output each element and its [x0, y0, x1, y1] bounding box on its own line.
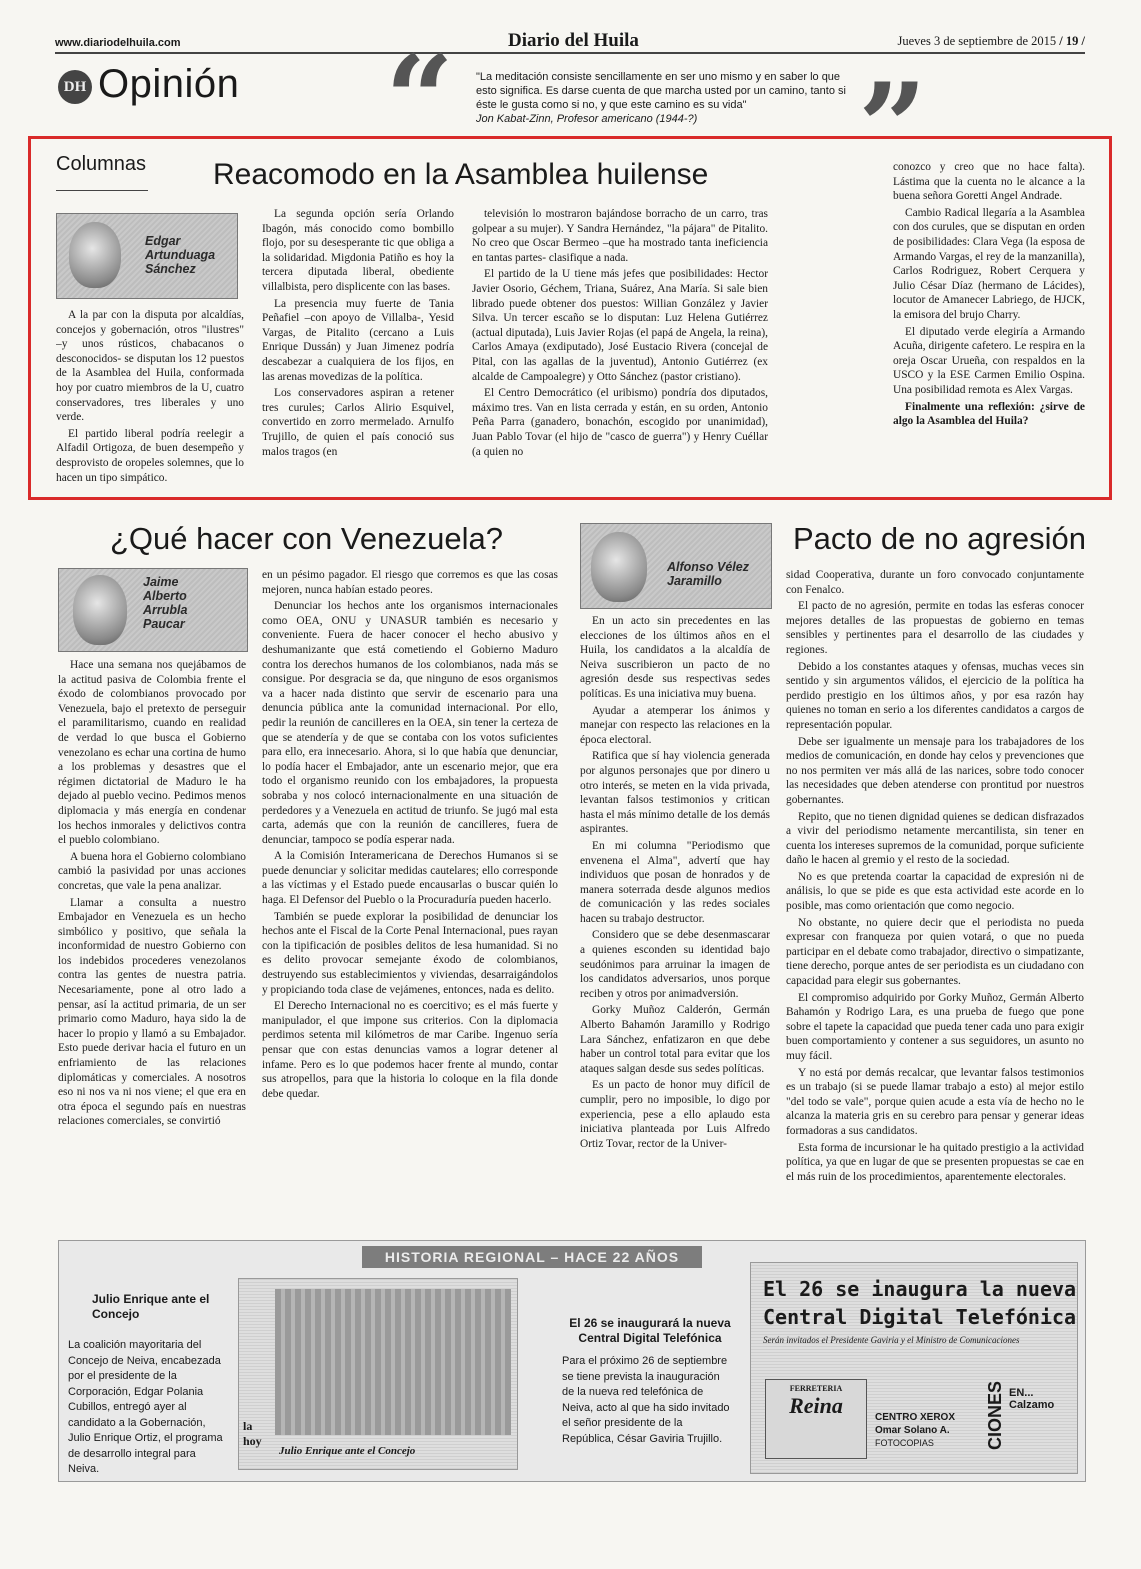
masthead-rule	[55, 52, 1085, 54]
quote-text: "La meditación consiste sencillamente en ser uno mismo y en saber lo que esto significa. Es darse cuenta de que marcha usted por un camino, tanto si éste le gusta como si no, y que este camino es su vida"	[476, 71, 846, 111]
author3-name: Alfonso Vélez Jaramillo	[667, 560, 749, 588]
article3-col1: En un acto sin precedentes en las elecciones de los últimos años en el Huila, los candidatos a la alcaldía de Neiva suscribieron un pacto de no agresión desde sus respectivas sedes políticas. Es una iniciativa muy buena. Ayudar a atemperar los ánimos y manejar con respecto las relaciones en la época electoral. Ratifica que sí hay violencia generada por algunos personajes que por dinero u otro interés, se meten en la vida privada, levantan falsos testimonios y critican hasta el más mínimo detalle de los demás aspirantes. En mi columna "Periodismo que envenena el Alma", advertí que hay individuos que posan de honrados y de manera soterrada desde algunos medios de comunicación y las redes sociales hacen su trabajo destructor. Considero que se debe desenmascarar a quienes esconden su identidad bajo seudónimos para arruinar la imagen de los candidatos adversarios, unos porque reciben y otros por animadversión. Gorky Muñoz Calderón, Germán Alberto Bahamón Jaramillo y Rodrigo Lara Sánchez, enfatizaron en que debe haber un control total para evitar que los ataques salgan desde sus sedes políticas. Es un pacto de honor muy difícil de cumplir, pero no imposible, lo digo por experiencia, pese a ello aplaudo esta iniciativa planteada por Luis Alfredo Ortiz Tovar, rector de la Univer-	[580, 615, 770, 1150]
article1-col2: La segunda opción sería Orlando Ibagón, más conocido como bombillo flojo, por su desesperante tic que obliga a la solidaridad. Migdonia Patiño es hoy la tercera diputada liberal, obediente villalbista, pero displicente con las bases. La presencia muy fuerte de Tania Peñafiel –con apoyo de Villalba-, Yesid Vargas, de Pitalito (cercano a Luis Enrique Dussán) y Juan Jimenez podría descabezar a cualquiera de los fijos, en las arenas movedizas de la política. Los conservadores aspiran a retener tres curules; Carlos Alirio Esquivel, convertido en zorro mermelado. Arnulfo Trujillo, de quien el país conoció sus malos tragos (en	[262, 208, 454, 458]
history-clipping-2	[750, 1262, 1078, 1474]
article2-title: ¿Qué hacer con Venezuela?	[110, 521, 503, 556]
history-clipping-1	[238, 1278, 518, 1470]
article1-col1: A la par con la disputa por alcaldías, concejos y gobernación, otros "ilustres" –y unos rústicos, chabacanos o desconocidos- se disputan los 12 puestos de la Asamblea del Huila, conformada hoy por cuatro miembros de la U, cuatro conservadores, tres liberales y uno verde. El partido liberal podría reelegir a Alfadil Ortigoza, de buen desempeño y desprovisto de oropeles solemnes, que lo hacen un tipo simpático.	[56, 309, 244, 484]
clipping-headline: Julio Enrique ante el Concejo	[279, 1445, 416, 1457]
history-left-title: Julio Enrique ante el Concejo	[92, 1292, 210, 1321]
page-number: 19	[1065, 34, 1079, 48]
clipping-photo	[275, 1289, 511, 1435]
author3-face	[591, 532, 647, 602]
author3-photo	[580, 523, 772, 609]
clip2-sub: Serán invitados el Presidente Gaviria y el Ministro de Comunicaciones	[763, 1335, 1020, 1345]
website-url[interactable]: www.diariodelhuila.com	[55, 37, 181, 49]
ad-calzado: EN... Calzamo	[1009, 1387, 1055, 1411]
history-left-text: La coalición mayoritaria del Concejo de Neiva, encabezada por el presidente de la Corporación, Edgar Polania Cubillos, entregó ayer al candidato a la Gobernación, Julio Enrique Ortiz, el programa de desarrollo integral para Neiva.	[68, 1339, 223, 1475]
ad-ferreteria	[765, 1379, 867, 1459]
author-photo	[56, 213, 238, 299]
quote-open-icon: “	[385, 29, 455, 170]
quote-author: Jon Kabat-Zinn, Profesor americano (1944-?)	[476, 113, 698, 125]
dh-logo: DH	[58, 70, 92, 104]
article1-col3: televisión lo mostraron bajándose borracho de un carro, tras golpear a su mujer). Y Sandra Hernández, "la pájara" de Pitalito. No creo que Oscar Bermeo –que ha mostrado tanta ineficiencia en tantas partes- clasifique a nada. El partido de la U tiene más jefes que posibilidades: Hector Javier Osorio, Géchem, Triana, Suárez, Ana María. Si sale bien librado puede obtener dos puestos: Willian González y Javier Silva. Un tercer escaño se lo disputan: Luz Helena Gutiérrez (actual diputada), Luis Javier Rojas (el papá de Angela, la reina), Carlos Amaya (exdiputado), José Eustacio Rivera (concejal de Pital, con las agallas de la juventud), Antonio Gutiérrez (ex alcalde de Campoalegre) y Otto Sánchez (pastor cristiano). El Centro Democrático (el uribismo) pondría dos diputados, máximo tres. Van en lista cerrada y están, en su orden, Antonio Peña Parra (ganadero, bonachón, escogido por unanimidad), Juan Pablo Tovar (el hijo de "casco de guerra") y Henry Cuéllar (a quien no	[472, 208, 768, 458]
clip2-headline-1: El 26 se inaugura la nueva	[763, 1277, 1077, 1301]
column-label-rule	[56, 190, 148, 191]
article-title: Reacomodo en la Asamblea huilense	[213, 158, 709, 191]
ad-ferreteria-label: FERRETERIA	[789, 1384, 843, 1393]
article1-col4: conozco y creo que no hace falta). Lástima que la cuenta no le alcance a la buena señora Goretti Angel Andrade. Cambio Radical llegaría a la Asamblea con dos curules, que se disputan en orden de posibilidades: Clara Vega (la esposa de Armando Vargas, el rey de la manzanilla), Carlos Rodriguez, Robert Cerquera y Julio César Díaz (hermano de Lácides), locutor de Amanecer Labriego, de HJCK, la emisora del brujo Charry. El diputado verde elegiría a Armando Acuña, dirigente cafetero. Le respira en la oreja Oscar Urueña, con respaldos en la USCO y la ESE Carmen Emilio Ospina. Una posibilidad remota es Alex Vargas. Finalmente una reflexión: ¿sirve de algo la Asamblea del Huila?	[893, 161, 1085, 428]
history-banner: HISTORIA REGIONAL – HACE 22 AÑOS	[362, 1246, 702, 1268]
paper-name-prefix: Diario del	[508, 30, 589, 51]
author-face	[69, 222, 121, 288]
clipping-side-text: la hoy	[243, 1419, 262, 1448]
author2-photo	[58, 568, 248, 652]
clip2-headline-2: Central Digital Telefónica	[763, 1305, 1077, 1329]
article3-title: Pacto de no agresión	[793, 521, 1086, 556]
paper-name-main: Huila	[593, 30, 639, 51]
quote-close-icon: ”	[858, 57, 928, 198]
column-label: Columnas	[56, 153, 147, 175]
paper-name	[508, 30, 639, 52]
ad-vertical-text: CIONES	[985, 1381, 1005, 1451]
date-text: Jueves 3 de septiembre de 2015	[897, 34, 1057, 48]
issue-date: Jueves 3 de septiembre de 2015 / 19 /	[897, 34, 1085, 48]
article3-col2: sidad Cooperativa, durante un foro convocado conjuntamente con Fenalco. El pacto de no agresión, permite en todas las esferas conocer mejores detalles de las propuestas de gobierno en temas sensibles y pertinentes para el desarrollo de las ciudades y regiones. Debido a los constantes ataques y ofensas, muchas veces sin sentido y sin argumentos válidos, el ejercicio de la política ha perdido prestigio en los últimos años, y por esa razón hay quienes no toman en serio a los diferentes candidatos a cargos de representación popular. Debe ser igualmente un mensaje para los trabajadores de los medios de comunicación, en donde hay celos y prevenciones que no nos permiten ver más allá de las narices, sobre todo conocer las necesidades que deben atenderse con prontitud por nuestros gobernantes. Repito, que no tienen dignidad quienes se dedican disfrazados a vivir del periodismo netamente mercantilista, sin tener en cuenta los intereses supremos de la comunidad, porque suficiente daño le hacen al gremio y el resto de la sociedad. No es que pretenda coartar la capacidad de expresión ni de análisis, lo que se pide es que esta actividad este acorde en lo posible, mas como orientación que como negocio. No obstante, no quiere decir que el periodista no pueda expresar con franqueza por quien votará, o que no pueda participar en el debate como trabajador, directivo o simpatizante, tiene derecho, porque antes de ser periodista es un ciudadano con capacidad para elegir sus gobernantes. El compromiso adquirido por Gorky Muñoz, Germán Alberto Bahamón y Rodrigo Lara, es una prueba de fuego que pone sobre el tapete la capacidad que pueda tener cada uno para exigir buen comportamiento y contener a sus seguidores, un asunto no muy fácil. Y no está por demás recalcar, que levantar falsos testimonios es un trabajo (si se puede llamar trabajo a esto) al mejor estilo "del todo se vale", porque quien acude a esta vía de hecho no le alcanza la materia gris en su cerebro para pensar y generar ideas formadoras a sus candidatos. Esta forma de incursionar le ha quitado prestigio a la actividad política, ya que en lugar de que se presenten propuestas se cae en el más ruin de los procedimientos, aparentemente electorales.	[786, 569, 1084, 1183]
author-name: Edgar Artunduaga Sánchez	[145, 234, 216, 276]
author2-name: Jaime Alberto Arrubla Paucar	[143, 575, 188, 631]
history-mid-text: Para el próximo 26 de septiembre se tiene prevista la inauguración de la nueva red telefónica de Neiva, acto al que ha sido invitado el señor presidente de la República, César Gaviria Trujillo.	[562, 1355, 730, 1445]
ad-xerox: CENTRO XEROX Omar Solano A. FOTOCOPIAS	[875, 1412, 956, 1448]
section-title: Opinión	[98, 62, 240, 106]
article2-col2: en un pésimo pagador. El riesgo que corremos es que las cosas mejoren, nunca habían estado peores. Denunciar los hechos ante los organismos internacionales como OEA, ONU y UNASUR también es necesario y conveniente. Fuera de hacer conocer el hecho abusivo y deshumanizante que está cometiendo el Gobierno Maduro contra los derechos humanos de los colombianos, nada más se consigue. Por desgracia se da, que ninguno de esos organismos va a hacer nada distinto que servir de escenario para una denuncia pública ante la comunidad internacional. Por ello, pedir la reunión de cancilleres en la OEA, sin tener la certeza de que se atendería y de que se contaba con los votos suficientes para ello, era innecesario. Ahora, si lo que había que denunciar, lo podía hacer el Embajador, ante un escenario mejor, que era todo el organismo reunido con los embajadores, la propuesta sobraba y nos colocó internacionalmente en una situación de perdedores y a Venezuela en actitud de triunfo. Se jugó mal esta carta, además que con la reunión de cancilleres, fuera de denunciar, tampoco se podía esperar nada. A la Comisión Interamericana de Derechos Humanos si se puede denunciar y solicitar medidas cautelares; ello corresponde a las víctimas y el Estado puede encausarlas o buscar quién lo haga. El Defensor del Pueblo o la Procuraduría pueden hacerlo. También se puede explorar la posibilidad de denunciar los hechos ante el Fiscal de la Corte Penal Internacional, pues rayan con la tipificación de posibles delitos de lesa humanidad. Si no es delito provocar semejante éxodo de colombianos, destruyendo sus establecimientos y viviendas, desarraigándolos y propiciando toda clase de vejámenes, entonces, nada es delito. El Derecho Internacional no es coercitivo; es el más fuerte y manipulador, el que impone sus criterios. Con la diplomacia perdimos setenta mil kilómetros de mar Caribe. Ingenuo sería pensar que con estas denuncias vamos a lograr detener al infame. Pero es lo que podemos hacer frente al mundo, contar sus atropellos, para que la historia lo coloque en la fila donde debe quedar.	[262, 569, 558, 1100]
article2-col1: Hace una semana nos quejábamos de la actitud pasiva de Colombia frente el éxodo de colombianos provocado por Venezuela, bajo el pretexto de perseguir el paramilitarismo, cuando en realidad de verdad lo que busca el Gobierno venezolano es echar una cortina de humo a los problemas y desastres que el régimen dictatorial de Maduro le ha dejado al pueblo vecino. Pedimos menos diplomacia y más energía en condenar los hechos inmorales y delictivos contra el pueblo colombiano. A buena hora el Gobierno colombiano cambió la pasividad por unas acciones concretas, que vale la pena analizar. Llamar a consulta a nuestro Embajador en Venezuela es un hecho simbólico y positivo, que señala la inconformidad de nuestro Gobierno con los indebidos procederes venezolanos contra las gentes de nuestra patria. Necesariamente, pone al otro lado a pensar, así la actitud primaria, de un ser primario como Maduro, haya sido la de hacer lo propio y llamó a su Embajador. Esto puede derivar hacia el futuro en un enfriamiento de las relaciones diplomáticas y comerciales. A nosotros eso ni nos va ni nos viene; el que era en otra época el segundo país en nuestras relaciones comerciales, se convirtió	[58, 659, 246, 1128]
quote-block	[476, 70, 856, 126]
history-mid-title: El 26 se inaugurará la nueva Central Digital Telefónica	[569, 1316, 731, 1345]
ad-ferreteria-name: Reina	[789, 1393, 843, 1418]
author2-face	[73, 575, 127, 645]
